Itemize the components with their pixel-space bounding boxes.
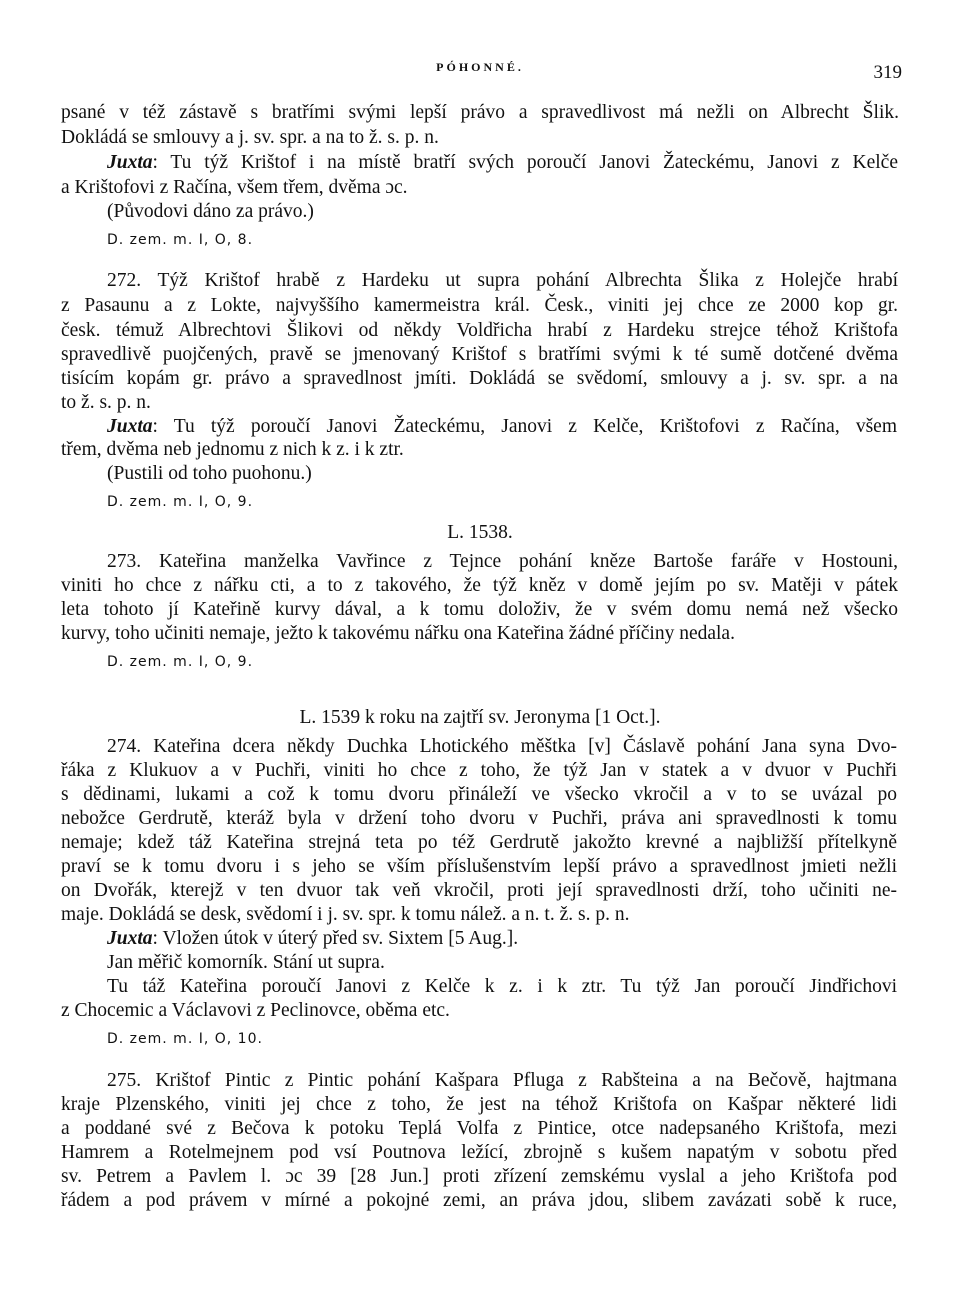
text-line: spravedlivě puojčených, pravě se jmenovaný Krištof s bratřími svými k té sumě dotčené dvěma (61, 344, 898, 365)
juxta-label: Juxta (107, 152, 153, 173)
source-reference: D. zem. m. I, O, 9. (107, 494, 254, 510)
juxta-label: Juxta (107, 928, 153, 949)
text-line: nemaje; kdež táž Kateřina strejná teta po též Gerdrutě jakožto krevné a najbližší přítelkyně (61, 832, 897, 853)
text-line: sv. Petrem a Pavlem l. ɔc 39 [28 Jun.] proti zřízení zemskému vyslal a jeho Krištofa pod (61, 1166, 897, 1187)
text-line: 273. Kateřina manželka Vavřince z Tejnce pohání kněze Bartoše faráře v Hostouni, (107, 551, 898, 572)
text-line: kraje Plzenského, viniti jej chce z toho, že jest na téhož Krištofa on Kašpar některé lidi (61, 1094, 897, 1115)
text-line: Hamrem a Rotelmejnem pod vsí Poutnova ležící, zbrojně s kušem napatým v sobotu před (61, 1142, 897, 1163)
text-line: řáka z Klukuov a v Puchři, viniti ho chce z toho, že týž Jan v statek a v dvuor v Puchři (61, 760, 897, 781)
text-line: praví se k tomu dvoru i s jeho se vším příslušenstvím lepší právo a spravedlnost jmieti nežli (61, 856, 897, 877)
source-reference: D. zem. m. I, O, 10. (107, 1031, 263, 1047)
running-title: PÓHONNÉ. (436, 60, 524, 74)
text-line: česk. témuž Albrechtovi Šlikovi od někdy Voldřicha hrabí z Hardeku strejce téhož Krištofa (61, 320, 898, 341)
text-line: a poddané své z Bečova k potoku Teplá Volfa z Pintice, otce nadepsaného Krištofa, mezi (61, 1118, 897, 1139)
text-line: kurvy, toho učiniti nemaje, ježto k takovému nářku ona Kateřina žádné příčiny nedala. (61, 623, 735, 644)
text-line: viniti ho chce z nářku cti, a to z takového, že týž kněz v domě jejím po sv. Matěji v pátek (61, 575, 898, 596)
text-line: z Pasaunu a z Lokte, najvyššího kamermeistra král. Česk., viniti jej chce ze 2000 kop gr. (61, 295, 898, 316)
text-span: : Tu týž Krištof i na místě bratří svých poroučí Janovi Žateckému, Janovi z Kelče (152, 152, 898, 173)
text-line: (Pustili od toho puohonu.) (107, 463, 312, 484)
text-line: s dědinami, lukami a což k tomu dvoru přináleží ve všecko vkročil a v to se uvázal po (61, 784, 897, 805)
text-line: Tu táž Kateřina poroučí Janovi z Kelče k z. i k ztr. Tu týž Jan poroučí Jindřichovi (107, 976, 897, 997)
text-line: a Krištofovi z Račína, všem třem, dvěma ɔc. (61, 177, 408, 198)
juxta-label: Juxta (107, 416, 153, 437)
text-line: nebožce Gerdrutě, kteráž byla v držení toho dvoru v Puchři, práva ani spravedlnosti k tomu (61, 808, 897, 829)
page-number: 319 (873, 62, 902, 83)
text-line: Jan měřič komorník. Stání ut supra. (107, 952, 385, 973)
text-line: psané v též zástavě s bratřími svými lepší právo a spravedlivost má nežli on Albrecht Šlik. (61, 102, 899, 123)
text-line (107, 150, 898, 176)
text-line: 274. Kateřina dcera někdy Duchka Lhotického měštka [v] Čáslavě pohání Jana syna Dvo- (107, 736, 897, 757)
text-line: Dokládá se smlouvy a j. sv. spr. a na to ž. s. p. n. (61, 127, 439, 148)
text-line (107, 926, 518, 952)
text-line: z Chocemic a Václavovi z Peclinovce, oběma etc. (61, 1000, 450, 1021)
text-span: : Vložen útok v úterý před sv. Sixtem [5 Aug.]. (152, 928, 519, 949)
year-heading: L. 1539 k roku na zajtří sv. Jeronyma [1 Oct.]. (299, 707, 661, 728)
text-line: (Původovi dáno za právo.) (107, 201, 314, 222)
text-line: tisícím kopám gr. právo a spravedlnost jmíti. Dokládá se svědomí, smlouvy a j. sv. spr. a na (61, 368, 898, 389)
text-line: 272. Týž Krištof hrabě z Hardeku ut supra pohání Albrechta Šlika z Holejče hrabí (107, 270, 898, 291)
text-line: on Dvořák, kterejž v ten dvuor tak veň vkročil, proti její spravedlnosti drží, toho učiniti ne- (61, 880, 897, 901)
source-reference: D. zem. m. I, O, 9. (107, 654, 254, 670)
year-heading: L. 1538. (447, 522, 513, 543)
text-line: maje. Dokládá se desk, svědomí i j. sv. spr. k tomu nálež. a n. t. ž. s. p. n. (61, 904, 630, 925)
text-line: řádem a pod právem v mírné a pokojné zemi, an práva jdou, slibem zavázati sobě k ruce, (61, 1190, 897, 1211)
text-line: třem, dvěma neb jednomu z nich k z. i k ztr. (61, 439, 404, 460)
text-line: 275. Krištof Pintic z Pintic pohání Kašpara Pfluga z Rabšteina a na Bečově, hajtmana (107, 1070, 897, 1091)
text-span: : Tu týž poroučí Janovi Žateckému, Janovi z Kelče, Krištofovi z Račína, všem (152, 416, 897, 437)
text-line: leta tohoto jí Kateřině kurvy dával, a k tomu doloživ, že v svém domu nemá než všecko (61, 599, 898, 620)
source-reference: D. zem. m. I, O, 8. (107, 232, 254, 248)
text-line: to ž. s. p. n. (61, 392, 151, 413)
